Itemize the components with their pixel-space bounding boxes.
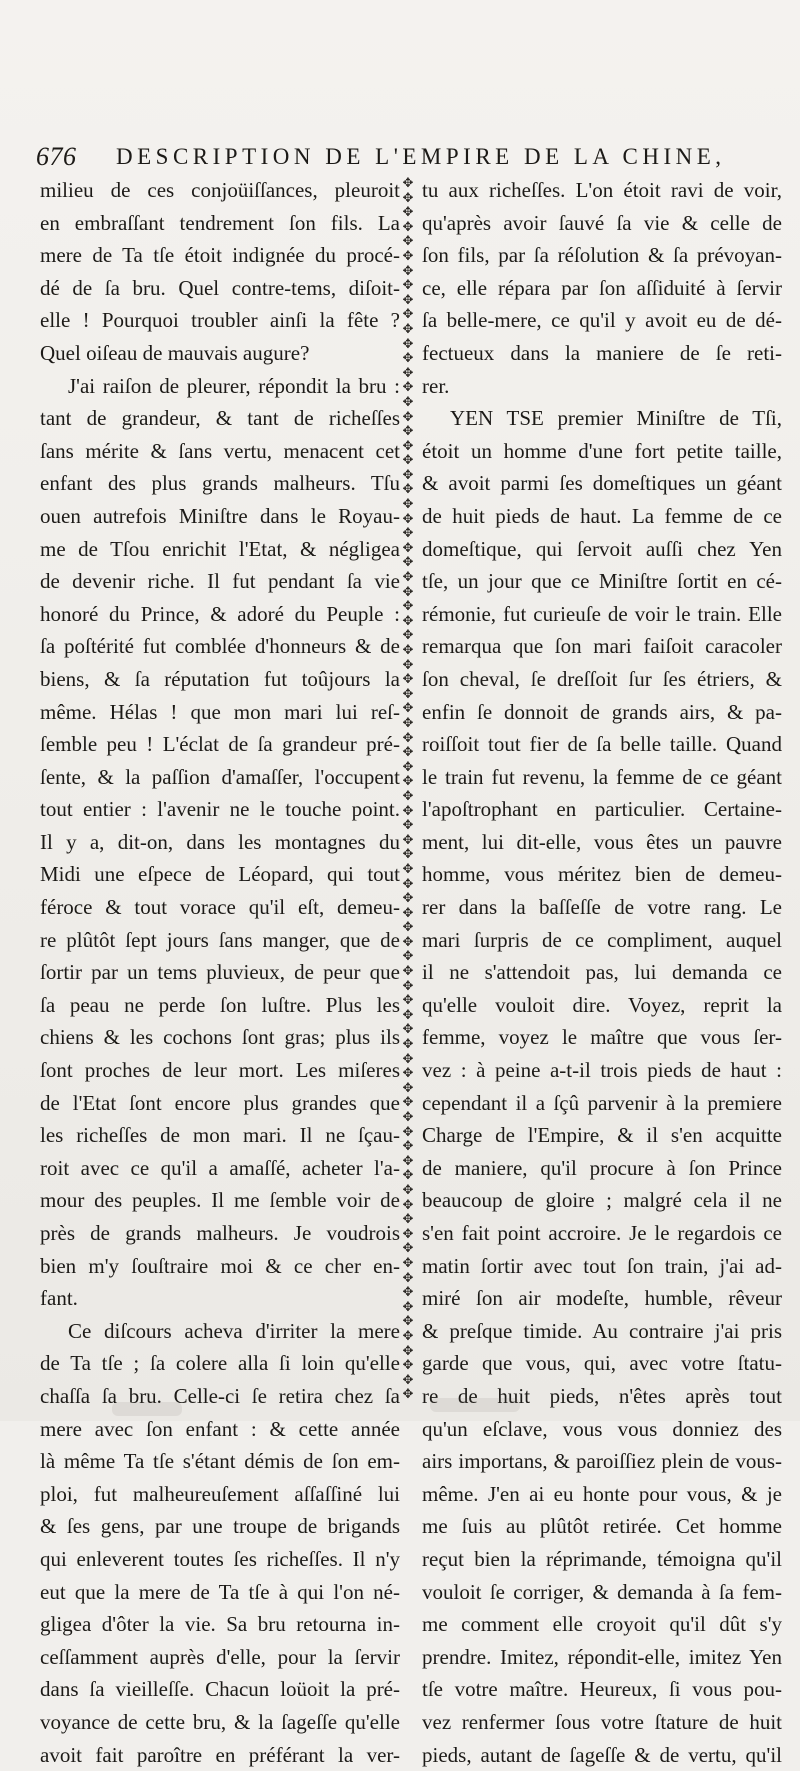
text-line: ſa belle-mere, ce qu'il y avoit eu de dé- bbox=[422, 304, 782, 337]
text-line: elle ! Pourquoi troubler ainſi la fête ? bbox=[40, 304, 400, 337]
ornament-glyph: ✥ bbox=[396, 731, 420, 746]
text-line: roiſſoit tout fier de ſa belle taille. Quand bbox=[422, 728, 782, 761]
text-line: féroce & tout vorace qu'il eſt, demeu- bbox=[40, 891, 400, 924]
text-line: ouen autrefois Miniſtre dans le Royau- bbox=[40, 500, 400, 533]
text-line: vez renfermer ſous votre ſtature de huit bbox=[422, 1706, 782, 1739]
ornament-glyph: ✥ bbox=[396, 337, 420, 352]
ornament-glyph: ✥ bbox=[396, 351, 420, 366]
ornament-glyph: ✥ bbox=[396, 1168, 420, 1183]
ornament-glyph: ✥ bbox=[396, 468, 420, 483]
text-line: garde que vous, qui, avec votre ſtatu- bbox=[422, 1347, 782, 1380]
ornament-glyph: ✥ bbox=[396, 1329, 420, 1344]
ornament-glyph: ✥ bbox=[396, 643, 420, 658]
ornament-glyph: ✥ bbox=[396, 424, 420, 439]
ornament-glyph: ✥ bbox=[396, 220, 420, 235]
ornament-glyph: ✥ bbox=[396, 176, 420, 191]
page-number: 676 bbox=[36, 142, 77, 172]
text-line: enfin ſe donnoit de grands airs, & pa- bbox=[422, 696, 782, 729]
text-line: ſans mérite & ſans vertu, menacent cet bbox=[40, 435, 400, 468]
ornament-glyph: ✥ bbox=[396, 1227, 420, 1242]
text-line: enfant des plus grands malheurs. Tſu bbox=[40, 467, 400, 500]
text-line: tu aux richeſſes. L'on étoit ravi de voir, bbox=[422, 174, 782, 207]
text-line: me de Tſou enrichit l'Etat, & négligea bbox=[40, 533, 400, 566]
ornament-glyph: ✥ bbox=[396, 526, 420, 541]
ornament-glyph: ✥ bbox=[396, 264, 420, 279]
ornament-glyph: ✥ bbox=[396, 1037, 420, 1052]
ornament-glyph: ✥ bbox=[396, 847, 420, 862]
ornament-glyph: ✥ bbox=[396, 1241, 420, 1256]
text-line: ment, lui dit-elle, vous êtes un pauvre bbox=[422, 826, 782, 859]
ornament-glyph: ✥ bbox=[396, 862, 420, 877]
text-line: là même Ta tſe s'étant démis de ſon em- bbox=[40, 1445, 400, 1478]
text-line: tout entier : l'avenir ne le touche point. bbox=[40, 793, 400, 826]
text-line: les richeſſes de mon mari. Il ne ſçau- bbox=[40, 1119, 400, 1152]
text-line: chaſſa ſa bru. Celle-ci ſe retira chez ſa bbox=[40, 1380, 400, 1413]
ornament-glyph: ✥ bbox=[396, 877, 420, 892]
ornament-glyph: ✥ bbox=[396, 278, 420, 293]
text-line: ceſſamment auprès d'elle, pour la ſervir bbox=[40, 1641, 400, 1674]
text-line: bien m'y ſouſtraire moi & ce cher en- bbox=[40, 1250, 400, 1283]
ornament-glyph: ✥ bbox=[396, 1314, 420, 1329]
text-line: & avoit parmi ſes domeſtiques un géant bbox=[422, 467, 782, 500]
ornament-glyph: ✥ bbox=[396, 1125, 420, 1140]
text-line: avoit fait paroître en préférant la ver- bbox=[40, 1739, 400, 1771]
ornament-glyph: ✥ bbox=[396, 789, 420, 804]
text-line: Ce diſcours acheva d'irriter la mere bbox=[40, 1315, 400, 1348]
text-line: de Ta tſe ; ſa colere alla ſi loin qu'elle bbox=[40, 1347, 400, 1380]
text-line: même. J'en ai eu honte pour vous, & je bbox=[422, 1478, 782, 1511]
text-line: reçut bien la réprimande, témoigna qu'il bbox=[422, 1543, 782, 1576]
text-line: Il y a, dit-on, dans les montagnes du bbox=[40, 826, 400, 859]
text-line: de maniere, qu'il procure à ſon Prince bbox=[422, 1152, 782, 1185]
ornament-glyph: ✥ bbox=[396, 1256, 420, 1271]
ornament-glyph: ✥ bbox=[396, 716, 420, 731]
text-line: qui enleverent toutes ſes richeſſes. Il n'y bbox=[40, 1543, 400, 1576]
ornament-glyph: ✥ bbox=[396, 1300, 420, 1315]
ornament-glyph: ✥ bbox=[396, 555, 420, 570]
ornament-glyph: ✥ bbox=[396, 701, 420, 716]
ornament-glyph: ✥ bbox=[396, 380, 420, 395]
text-line: tſe votre maître. Heureux, ſi vous pou- bbox=[422, 1673, 782, 1706]
text-line: s'en fait point accroire. Je le regardois ce bbox=[422, 1217, 782, 1250]
text-line: voyance de cette bru, & la ſageſſe qu'elle bbox=[40, 1706, 400, 1739]
text-line: Charge de l'Empire, & il s'en acquitte bbox=[422, 1119, 782, 1152]
text-line: ſente, & la paſſion d'amaſſer, l'occupent bbox=[40, 761, 400, 794]
text-line: beaucoup de gloire ; malgré cela il ne bbox=[422, 1184, 782, 1217]
ornament-glyph: ✥ bbox=[396, 1358, 420, 1373]
text-line: qu'après avoir ſauvé ſa vie & celle de bbox=[422, 207, 782, 240]
ornament-glyph: ✥ bbox=[396, 293, 420, 308]
ornament-glyph: ✥ bbox=[396, 920, 420, 935]
ornament-glyph: ✥ bbox=[396, 949, 420, 964]
text-line: ſa poſtérité fut comblée d'honneurs & de bbox=[40, 630, 400, 663]
ornament-glyph: ✥ bbox=[396, 249, 420, 264]
text-line: étoit un homme d'une fort petite taille, bbox=[422, 435, 782, 468]
ornament-glyph: ✥ bbox=[396, 1095, 420, 1110]
text-line: J'ai raiſon de pleurer, répondit la bru : bbox=[40, 370, 400, 403]
text-line: re de huit pieds, n'êtes après tout bbox=[422, 1380, 782, 1413]
text-line: prendre. Imitez, répondit-elle, imitez Yen bbox=[422, 1641, 782, 1674]
ornament-glyph: ✥ bbox=[396, 628, 420, 643]
text-line: tſe, un jour que ce Miniſtre ſortit en cé- bbox=[422, 565, 782, 598]
left-column bbox=[40, 174, 400, 1414]
ornament-glyph: ✥ bbox=[396, 541, 420, 556]
text-line: milieu de ces conjoüiſſances, pleuroit bbox=[40, 174, 400, 207]
ornament-glyph: ✥ bbox=[396, 833, 420, 848]
text-line: rémonie, fut curieuſe de voir le train. Elle bbox=[422, 598, 782, 631]
text-line: de huit pieds de haut. La femme de ce bbox=[422, 500, 782, 533]
ornament-glyph: ✥ bbox=[396, 979, 420, 994]
ornament-glyph: ✥ bbox=[396, 1110, 420, 1125]
ornament-glyph: ✥ bbox=[396, 307, 420, 322]
ornament-glyph: ✥ bbox=[396, 395, 420, 410]
ornament-glyph: ✥ bbox=[396, 745, 420, 760]
text-line: près de grands malheurs. Je voudrois bbox=[40, 1217, 400, 1250]
text-line: airs importans, & paroiſſiez plein de vous- bbox=[422, 1445, 782, 1478]
ornament-glyph: ✥ bbox=[396, 804, 420, 819]
text-line: matin ſortir avec tout ſon train, j'ai ad- bbox=[422, 1250, 782, 1283]
ornament-glyph: ✥ bbox=[396, 1198, 420, 1213]
text-line: miré ſon air modeſte, humble, rêveur bbox=[422, 1282, 782, 1315]
text-line: chiens & les cochons ſont gras; plus ils bbox=[40, 1021, 400, 1054]
text-line: ſortir par un tems pluvieux, de peur que bbox=[40, 956, 400, 989]
ornament-glyph: ✥ bbox=[396, 1387, 420, 1402]
ornament-glyph: ✥ bbox=[396, 512, 420, 527]
ornament-glyph: ✥ bbox=[396, 1066, 420, 1081]
text-line: pieds, autant de ſageſſe & de vertu, qu'il bbox=[422, 1739, 782, 1771]
ornament-glyph: ✥ bbox=[396, 1022, 420, 1037]
text-line: ſon fils, par ſa réſolution & ſa prévoyan- bbox=[422, 239, 782, 272]
text-line: mere de Ta tſe étoit indignée du procé- bbox=[40, 239, 400, 272]
right-column bbox=[422, 174, 782, 1414]
text-line: & ſes gens, par une troupe de brigands bbox=[40, 1510, 400, 1543]
ornament-glyph: ✥ bbox=[396, 1271, 420, 1286]
ornament-glyph: ✥ bbox=[396, 687, 420, 702]
ornament-glyph: ✥ bbox=[396, 1081, 420, 1096]
ornament-glyph: ✥ bbox=[396, 1139, 420, 1154]
text-line: femme, voyez le maître que vous ſer- bbox=[422, 1021, 782, 1054]
ornament-glyph: ✥ bbox=[396, 439, 420, 454]
ornament-glyph: ✥ bbox=[396, 453, 420, 468]
text-line: ſont proches de leur mort. Les miſeres bbox=[40, 1054, 400, 1087]
text-line: biens, & ſa réputation fut toûjours la bbox=[40, 663, 400, 696]
text-line: le train fut revenu, la femme de ce géant bbox=[422, 761, 782, 794]
ornament-glyph: ✥ bbox=[396, 1008, 420, 1023]
ornament-glyph: ✥ bbox=[396, 482, 420, 497]
ink-smudge bbox=[112, 1402, 182, 1416]
text-line: tant de grandeur, & tant de richeſſes bbox=[40, 402, 400, 435]
text-line: re plûtôt ſept jours ſans manger, que de bbox=[40, 924, 400, 957]
ornament-glyph: ✥ bbox=[396, 1344, 420, 1359]
page-header bbox=[36, 140, 781, 176]
ornament-glyph: ✥ bbox=[396, 906, 420, 921]
text-line: me comment elle croyoit qu'il dût s'y bbox=[422, 1608, 782, 1641]
text-line: homme, vous méritez bien de demeu- bbox=[422, 858, 782, 891]
text-line: dé de ſa bru. Quel contre-tems, diſoit- bbox=[40, 272, 400, 305]
text-line: ſon cheval, ſe dreſſoit ſur ſes étriers, & bbox=[422, 663, 782, 696]
ornament-glyph: ✥ bbox=[396, 497, 420, 512]
text-line: mere avec ſon enfant : & cette année bbox=[40, 1413, 400, 1446]
text-line: mour des peuples. Il me ſemble voir de bbox=[40, 1184, 400, 1217]
ornament-glyph: ✥ bbox=[396, 205, 420, 220]
text-line: même. Hélas ! que mon mari lui reſ- bbox=[40, 696, 400, 729]
ornament-glyph: ✥ bbox=[396, 1154, 420, 1169]
ornament-glyph: ✥ bbox=[396, 1285, 420, 1300]
text-line: ſemble peu ! L'éclat de ſa grandeur pré- bbox=[40, 728, 400, 761]
text-line: de l'Etat ſont encore plus grandes que bbox=[40, 1087, 400, 1120]
text-line: fectueux dans la maniere de ſe reti- bbox=[422, 337, 782, 370]
text-line: vez : à peine a-t-il trois pieds de haut : bbox=[422, 1054, 782, 1087]
text-line: honoré du Prince, & adoré du Peuple : bbox=[40, 598, 400, 631]
text-line: rer dans la baſſeſſe de votre rang. Le bbox=[422, 891, 782, 924]
text-line: Midi une eſpece de Léopard, qui tout bbox=[40, 858, 400, 891]
text-line: Quel oiſeau de mauvais augure? bbox=[40, 337, 400, 370]
ornament-glyph: ✥ bbox=[396, 891, 420, 906]
text-line: gligea d'ôter la vie. Sa bru retourna in- bbox=[40, 1608, 400, 1641]
ornament-glyph: ✥ bbox=[396, 818, 420, 833]
text-line: l'apoſtrophant en particulier. Certaine- bbox=[422, 793, 782, 826]
ornament-glyph: ✥ bbox=[396, 1052, 420, 1067]
text-line: fant. bbox=[40, 1282, 400, 1315]
column-divider-ornament bbox=[396, 176, 420, 1416]
ornament-glyph: ✥ bbox=[396, 599, 420, 614]
text-line: me ſuis au plûtôt retirée. Cet homme bbox=[422, 1510, 782, 1543]
text-line: de devenir riche. Il fut pendant ſa vie bbox=[40, 565, 400, 598]
ornament-glyph: ✥ bbox=[396, 322, 420, 337]
ornament-glyph: ✥ bbox=[396, 410, 420, 425]
ornament-glyph: ✥ bbox=[396, 993, 420, 1008]
ornament-glyph: ✥ bbox=[396, 366, 420, 381]
ornament-glyph: ✥ bbox=[396, 191, 420, 206]
text-line: il ne s'attendoit pas, lui demanda ce bbox=[422, 956, 782, 989]
text-line: en embraſſant tendrement ſon fils. La bbox=[40, 207, 400, 240]
text-line: & preſque timide. Au contraire j'ai pris bbox=[422, 1315, 782, 1348]
running-head: DESCRIPTION DE L'EMPIRE DE LA CHINE, bbox=[116, 144, 726, 170]
text-line: remarqua que ſon mari faiſoit caracoler bbox=[422, 630, 782, 663]
text-line: cependant il a ſçû parvenir à la premiere bbox=[422, 1087, 782, 1120]
text-line: qu'un eſclave, vous vous donniez des bbox=[422, 1413, 782, 1446]
text-line: qu'elle vouloit dire. Voyez, reprit la bbox=[422, 989, 782, 1022]
ornament-glyph: ✥ bbox=[396, 1212, 420, 1227]
ornament-glyph: ✥ bbox=[396, 570, 420, 585]
ornament-glyph: ✥ bbox=[396, 658, 420, 673]
text-line: domeſtique, qui ſervoit auſſi chez Yen bbox=[422, 533, 782, 566]
text-line: ſa peau ne perde ſon luſtre. Plus les bbox=[40, 989, 400, 1022]
ink-smudge bbox=[430, 1398, 520, 1412]
ornament-glyph: ✥ bbox=[396, 774, 420, 789]
ornament-glyph: ✥ bbox=[396, 1373, 420, 1388]
ornament-glyph: ✥ bbox=[396, 964, 420, 979]
ornament-glyph: ✥ bbox=[396, 760, 420, 775]
ornament-glyph: ✥ bbox=[396, 614, 420, 629]
text-line: dans ſa vieilleſſe. Chacun loüoit la pré- bbox=[40, 1673, 400, 1706]
text-line: vouloit ſe corriger, & demanda à ſa fem- bbox=[422, 1576, 782, 1609]
ornament-glyph: ✥ bbox=[396, 672, 420, 687]
text-line: mari ſurpris de ce compliment, auquel bbox=[422, 924, 782, 957]
text-line: roit avec ce qu'il a amaſſé, acheter l'a- bbox=[40, 1152, 400, 1185]
ornament-glyph: ✥ bbox=[396, 935, 420, 950]
text-line: ploi, fut malheureuſement aſſaſſiné lui bbox=[40, 1478, 400, 1511]
ornament-glyph: ✥ bbox=[396, 234, 420, 249]
ornament-glyph: ✥ bbox=[396, 585, 420, 600]
text-line: rer. bbox=[422, 370, 782, 403]
text-line: ce, elle répara par ſon aſſiduité à ſervir bbox=[422, 272, 782, 305]
ornament-glyph: ✥ bbox=[396, 1183, 420, 1198]
text-line: YEN TSE premier Miniſtre de Tſi, bbox=[422, 402, 782, 435]
text-line: eut que la mere de Ta tſe à qui l'on né- bbox=[40, 1576, 400, 1609]
